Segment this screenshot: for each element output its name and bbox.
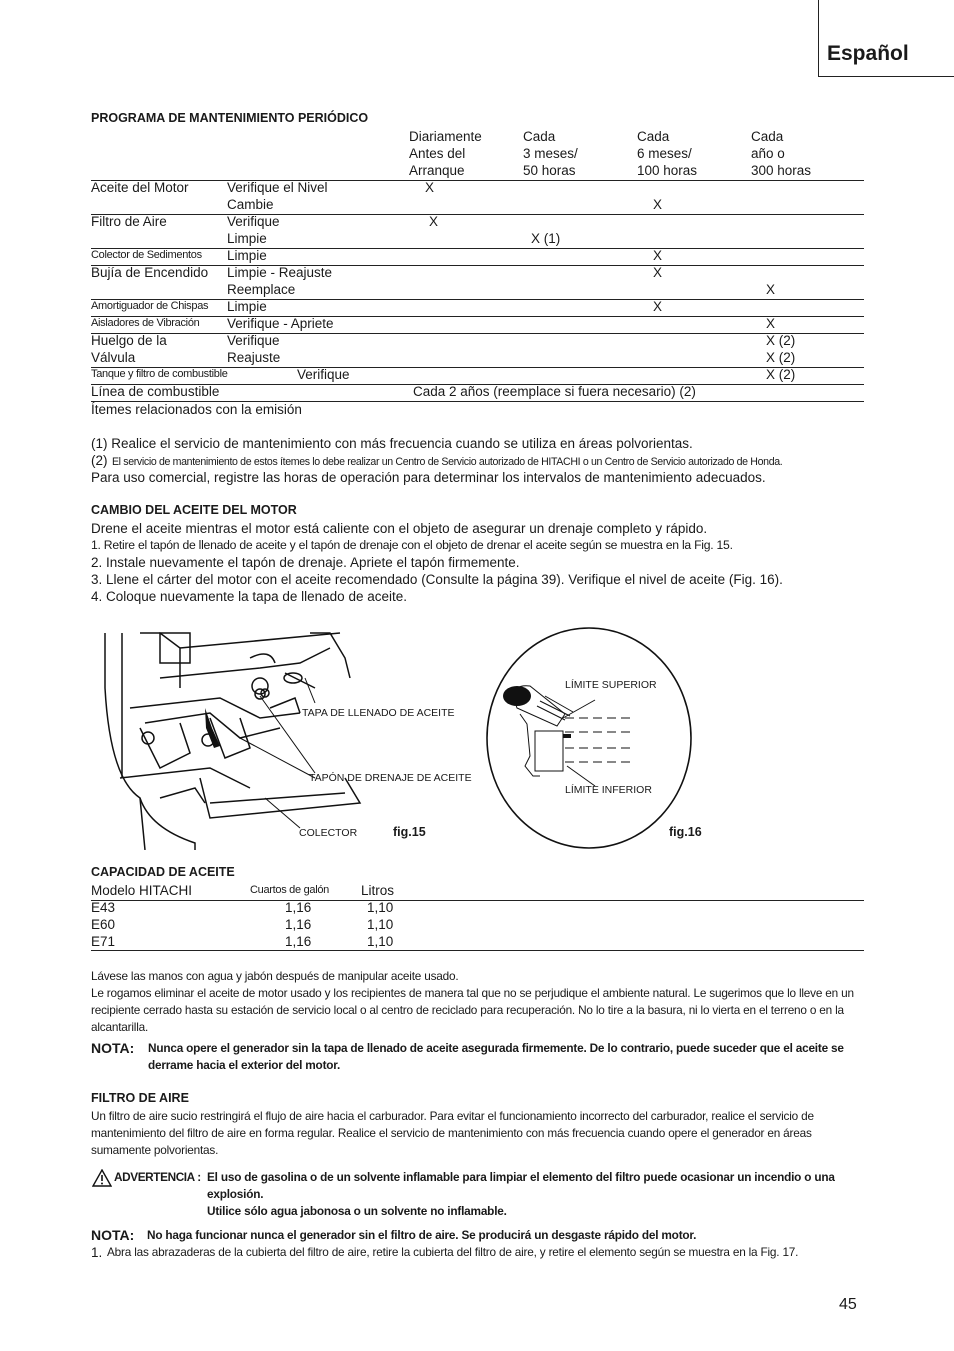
- capacity-header-model: Modelo HITACHI: [91, 883, 193, 898]
- table-cell: 1,10: [367, 900, 394, 915]
- oil-change-step-4: 4. Coloque nuevamente la tapa de llenado de aceite.: [91, 589, 407, 604]
- table-cell: Válvula: [91, 350, 136, 365]
- table-cell: Tanque y filtro de combustible: [91, 368, 228, 380]
- table-cell: Cada 2 años (reemplace si fuera necesario) (2): [413, 384, 696, 399]
- nota-text-2: No haga funcionar nunca el generador sin el filtro de aire. Se producirá un desgaste rápido del motor.: [147, 1228, 697, 1242]
- table-cell: X: [429, 214, 439, 229]
- table-cell: Aisladores de Vibración: [91, 317, 200, 329]
- table-cell: X (1): [531, 231, 561, 246]
- label-drain-plug: TAPÓN DE DRENAJE DE ACEITE: [309, 772, 472, 784]
- table-cell: Línea de combustible: [91, 384, 220, 399]
- fig15-drawing: [100, 628, 370, 850]
- table-cell: E43: [91, 900, 116, 915]
- warning-text: El uso de gasolina o de un solvente inflamable para limpiar el elemento del filtro puede ocasionar un incendio o una explosión. Utilice sólo agua jabonosa o un solvente no inflamable.: [207, 1170, 835, 1218]
- label-fill-cap: TAPA DE LLENADO DE ACEITE: [302, 707, 455, 719]
- table-cell: Limpie: [227, 231, 267, 246]
- oil-capacity-title: CAPACIDAD DE ACEITE: [91, 865, 235, 879]
- page-number: 45: [839, 1296, 857, 1313]
- table-rule: [91, 950, 864, 951]
- table-cell: Colector de Sedimentos: [91, 249, 202, 261]
- table-cell: X (2): [766, 350, 796, 365]
- table-cell: X: [766, 282, 776, 297]
- table-cell: 1,10: [367, 917, 394, 932]
- disposal-p2: Le rogamos eliminar el aceite de motor usado y los recipientes de manera tal que no se perjudique el ambiente natural. Le sugerimos que lo lleve en un recipiente cerrado hasta su estación de servicio local o al centro de reciclado para recuperación. No lo tire a la basura, ni lo vierta en el terreno o en la alcantarilla.: [91, 986, 854, 1034]
- table-cell: 1,16: [285, 917, 312, 932]
- table-cell: X (2): [766, 333, 796, 348]
- table-cell: X: [425, 180, 435, 195]
- table-cell: X: [653, 248, 663, 263]
- language-label: Español: [827, 42, 909, 65]
- column-header-6months: Cada 6 meses/ 100 horas: [637, 129, 698, 178]
- table-cell: Verifique: [227, 214, 280, 229]
- column-header-yearly: Cada año o 300 horas: [751, 129, 812, 178]
- air-filter-p1: Un filtro de aire sucio restringirá el flujo de aire hacia el carburador. Para evitar el funcionamiento incorrecto del carburador, realice el servicio de mantenimiento del filtro de aire en forma regular. Realice el servicio de mantenimiento con más frecuencia cuando opere el generador en áreas sumamente polvorientas.: [91, 1109, 814, 1157]
- table-rule: [91, 900, 864, 901]
- table-rule: [91, 180, 864, 181]
- table-cell: X: [766, 316, 776, 331]
- emission-note: Ítemes relacionados con la emisión: [91, 402, 302, 417]
- table-cell: 1,16: [285, 900, 312, 915]
- label-lower-limit: LÍMITE INFERIOR: [565, 784, 652, 796]
- maintenance-title: PROGRAMA DE MANTENIMIENTO PERIÓDICO: [91, 111, 369, 125]
- column-header-3months: Cada 3 meses/ 50 horas: [523, 129, 578, 178]
- table-rule: [91, 248, 864, 249]
- table-cell: Limpie - Reajuste: [227, 265, 333, 280]
- table-cell: X: [653, 197, 663, 212]
- oil-change-step-3: 3. Llene el cárter del motor con el aceite recomendado (Consulte la página 39). Verifique el nivel de aceite (Fig. 16).: [91, 572, 783, 587]
- table-cell: Verifique: [297, 367, 350, 382]
- table-cell: Amortiguador de Chispas: [91, 300, 209, 312]
- table-cell: Reemplace: [227, 282, 296, 297]
- footnote-2: (2) El servicio de mantenimiento de estos ítemes lo debe realizar un Centro de Servicio autorizado de HITACHI o un Centro de Servicio autorizado de Honda.: [91, 453, 783, 468]
- nota-text: Nunca opere el generador sin la tapa de llenado de aceite asegurada firmemente. De lo contrario, puede suceder que el aceite se derrame hacia el exterior del motor.: [148, 1041, 844, 1072]
- table-cell: Verifique - Apriete: [227, 316, 334, 331]
- label-upper-limit: LÍMITE SUPERIOR: [565, 679, 657, 691]
- table-rule: [91, 316, 864, 317]
- table-rule: [91, 214, 864, 215]
- air-filter-step-num: 1.: [91, 1245, 103, 1260]
- table-cell: Filtro de Aire: [91, 214, 167, 229]
- capacity-header-liters: Litros: [361, 883, 395, 898]
- table-cell: X (2): [766, 367, 796, 382]
- table-rule: [91, 333, 864, 334]
- table-cell: Aceite del Motor: [91, 180, 189, 195]
- oil-change-step-2: 2. Instale nuevamente el tapón de drenaje. Apriete el tapón firmemente.: [91, 555, 520, 570]
- air-filter-step-1: Abra las abrazaderas de la cubierta del filtro de aire, retire la cubierta del filtro de aire, y retire el elemento según se muestra en la Fig. 17.: [107, 1245, 799, 1259]
- table-cell: Verifique el Nivel: [227, 180, 328, 195]
- table-cell: E60: [91, 917, 116, 932]
- warning-label: ADVERTENCIA :: [114, 1170, 201, 1184]
- table-cell: Cambie: [227, 197, 274, 212]
- nota-label-2: NOTA:: [91, 1227, 135, 1243]
- oil-change-title: CAMBIO DEL ACEITE DEL MOTOR: [91, 503, 297, 517]
- table-cell: Limpie: [227, 299, 267, 314]
- warning-icon: [92, 1169, 112, 1187]
- table-cell: Reajuste: [227, 350, 281, 365]
- disposal-p1: Lávese las manos con agua y jabón después de manipular aceite usado.: [91, 969, 459, 983]
- table-cell: Limpie: [227, 248, 267, 263]
- footnote-3: Para uso comercial, registre las horas de operación para determinar los intervalos de mantenimiento adecuados.: [91, 470, 766, 485]
- fig16-drawing: [485, 626, 695, 852]
- table-cell: 1,10: [367, 934, 394, 949]
- oil-change-step-1: 1. Retire el tapón de llenado de aceite y el tapón de drenaje con el objeto de drenar el aceite según se muestra en la Fig. 15.: [91, 538, 733, 552]
- fig15-caption: fig.15: [393, 825, 426, 839]
- table-cell: Huelgo de la: [91, 333, 167, 348]
- table-cell: X: [653, 299, 663, 314]
- fig16-caption: fig.16: [669, 825, 702, 839]
- column-header-daily: Diariamente Antes del Arranque: [409, 129, 482, 178]
- nota-label: NOTA:: [91, 1040, 135, 1056]
- table-cell: X: [653, 265, 663, 280]
- table-cell: Bujía de Encendido: [91, 265, 209, 280]
- air-filter-title: FILTRO DE AIRE: [91, 1091, 189, 1105]
- table-cell: 1,16: [285, 934, 312, 949]
- oil-change-intro: Drene el aceite mientras el motor está caliente con el objeto de asegurar un drenaje completo y rápido.: [91, 521, 708, 536]
- footnote-1: (1) Realice el servicio de mantenimiento con más frecuencia cuando se utiliza en áreas polvorientas.: [91, 436, 693, 451]
- capacity-header-quarts: Cuartos de galón: [250, 884, 329, 896]
- table-cell: Verifique: [227, 333, 280, 348]
- label-collector: COLECTOR: [299, 827, 358, 839]
- table-cell: E71: [91, 934, 116, 949]
